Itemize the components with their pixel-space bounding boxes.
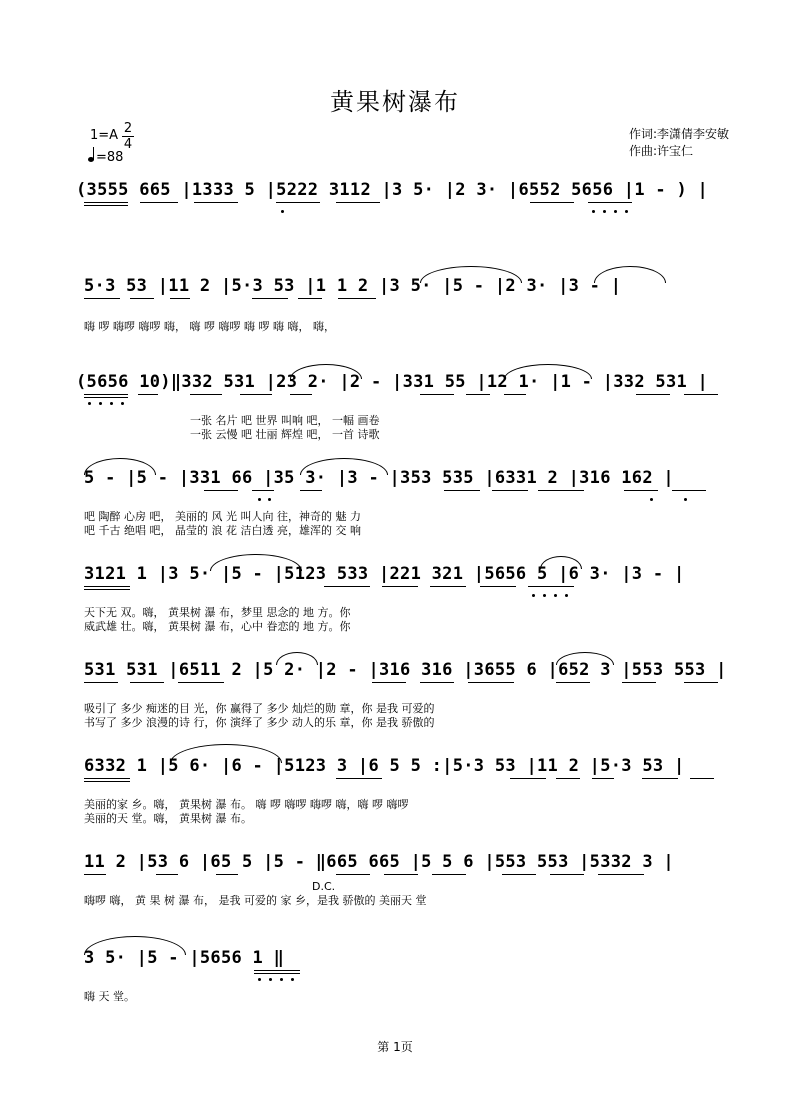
notation-line: 6332 1 |5 6· |6 - |5123 3 |6 5 5 :|5·3 53 |11 2 |5·3 53 | — [84, 756, 685, 776]
tempo-marking — [88, 150, 123, 165]
notation-line: (3555 665 |1333 5 |5222 3112 |3 5· |2 3· |6552 5656 |1 - ) | — [76, 180, 709, 200]
lyric-line: 吸引了 多少 痴迷的目 光，你 赢得了 多少 灿烂的勋 章，你 是我 可爱的 — [84, 702, 435, 715]
time-bottom: 4 — [123, 137, 133, 152]
lyric-line: 吧 千古 绝唱 吧， 晶莹的 浪 花 洁白透 亮，雄浑的 交 响 — [84, 524, 361, 537]
quarter-note-icon — [88, 157, 94, 162]
lyricist: 作词:李潇倩李安敏 — [629, 127, 730, 141]
dc-mark: D.C. — [312, 880, 336, 893]
notation-line: 5·3 53 |11 2 |5·3 53 |1 1 2 |3 5· |5 - |2 3· |3 - | — [84, 276, 622, 296]
lyric-line: 嗨 啰 嗨啰 嗨啰 嗨， 嗨 啰 嗨啰 嗨 啰 嗨 嗨， 嗨， — [84, 320, 335, 333]
notation-line: (5656 10)‖332 531 |23 2· |2 - |331 55 |12 1· |1 - |332 531 | — [76, 372, 709, 392]
song-title: 黄果树瀑布 — [330, 88, 460, 116]
lyric-line: 天下无 双。嗨， 黄果树 瀑 布，梦里 思念的 地 方。你 — [84, 606, 351, 619]
lyric-line: 嗨 天 堂。 — [84, 990, 135, 1003]
composer: 作曲:许宝仁 — [629, 144, 694, 158]
credits — [629, 126, 729, 160]
time-signature — [122, 121, 134, 152]
page-number: 第 1页 — [377, 1040, 413, 1054]
lyric-line: 嗨啰 嗨， 黄 果 树 瀑 布， 是我 可爱的 家 乡，是我 骄傲的 美丽天 堂 — [84, 894, 427, 907]
lyric-line: 书写了 多少 浪漫的诗 行，你 演绎了 多少 动人的乐 章，你 是我 骄傲的 — [84, 716, 435, 729]
lyric-line: 一张 名片 吧 世界 叫响 吧， 一幅 画卷 — [190, 414, 380, 427]
notation-line: 531 531 |6511 2 |5 2· |2 - |316 316 |3655 6 |652 3 |553 553 | — [84, 660, 727, 680]
lyric-line: 吧 陶醉 心房 吧， 美丽的 风 光 叫人向 往，神奇的 魅 力 — [84, 510, 361, 523]
lyric-line: 美丽的家 乡。嗨， 黄果树 瀑 布。 嗨 啰 嗨啰 嗨啰 嗨，嗨 啰 嗨啰 — [84, 798, 409, 811]
lyric-line: 一张 云慢 吧 壮丽 辉煌 吧， 一首 诗歌 — [190, 428, 380, 441]
key-signature: 1=A — [90, 128, 119, 143]
lyric-line: 美丽的天 堂。嗨， 黄果树 瀑 布。 — [84, 812, 252, 825]
tempo-value: =88 — [96, 150, 124, 165]
lyric-line: 威武雄 壮。嗨， 黄果树 瀑 布，心中 眷恋的 地 方。你 — [84, 620, 351, 633]
time-top: 2 — [123, 121, 133, 136]
notation-line: 11 2 |53 6 |65 5 |5 - ‖665 665 |5 5 6 |553 553 |5332 3 | — [84, 852, 674, 872]
notation-line: 5 - |5 - |331 66 |35 3· |3 - |353 535 |6331 2 |316 162 | — [84, 468, 674, 488]
notation-line: 3 5· |5 - |5656 1 ‖ — [84, 948, 285, 968]
notation-line: 3121 1 |3 5· |5 - |5123 533 |221 321 |5656 5 |6 3· |3 - | — [84, 564, 685, 584]
